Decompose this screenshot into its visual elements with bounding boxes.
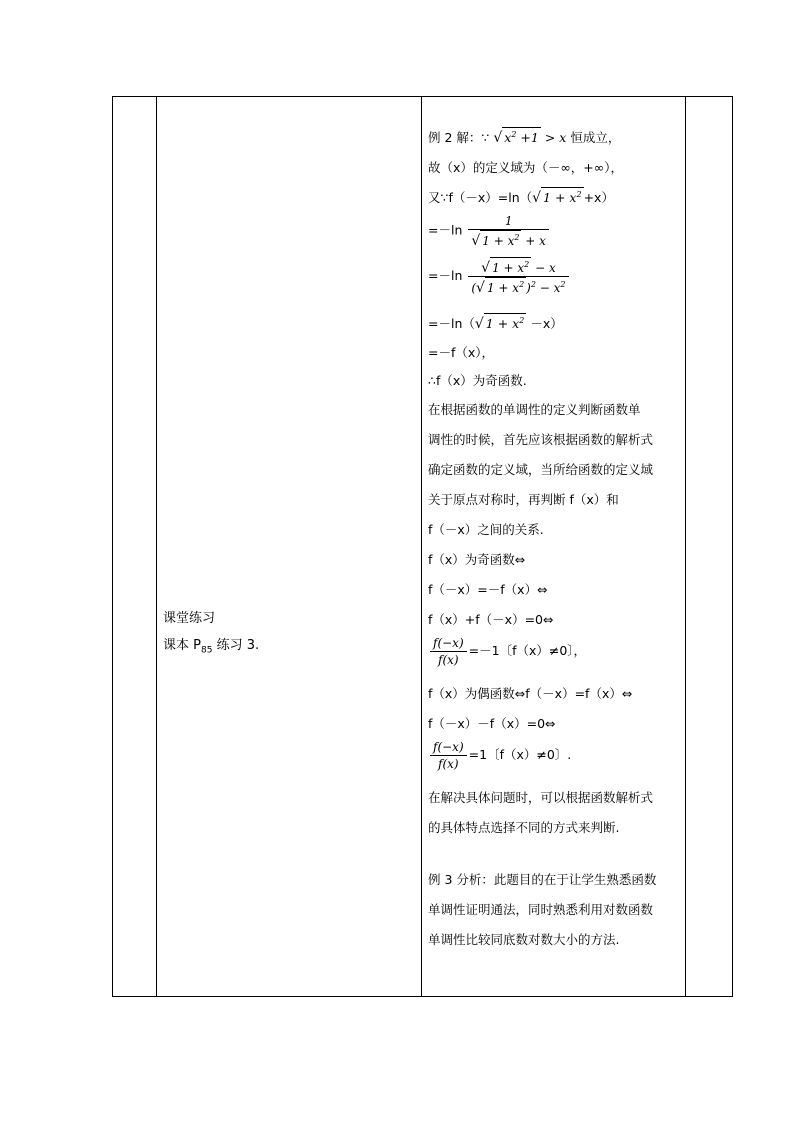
column-divider-3 (685, 97, 686, 996)
condition-line7: $\frac{f(-x)}{f(x)}$ =1〔f（x）≠0〕. (428, 739, 683, 783)
note-line2: 调性的时候，首先应该根据函数的解析式 (428, 432, 654, 447)
condition-line1: f（x）为奇函数⇔ (428, 552, 526, 567)
condition-line4: $\frac{f(-x)}{f(x)}$ =－1〔f（x）≠0〕， (428, 635, 683, 679)
note-line1: 在根据函数的单调性的定义判断函数单 (428, 402, 641, 417)
example2-line1: 例 2 解：∵ √ $x^2 +1 > x$ 恒成立， (428, 123, 683, 153)
example2-line8: ∴f（x）为奇函数. (428, 373, 527, 388)
activity-cell (163, 605, 413, 659)
condition-line5: f（x）为偶函数⇔f（－x）=f（x）⇔ (428, 686, 633, 701)
example2-line4: =－ln $\frac{1}{√ 1 + x^2 + x}$ (428, 213, 683, 257)
example2-line2: 故（x）的定义域为（－∞，+∞）， (428, 160, 623, 175)
column-divider-2 (421, 97, 422, 996)
column-divider-1 (156, 97, 157, 996)
activity-reference: 课本 $P_{85}$ 练习 3. (163, 638, 260, 656)
note-line3: 确定函数的定义域，当所给函数的定义域 (428, 462, 654, 477)
example3-line3: 单调性比较同底数对数大小的方法. (428, 932, 620, 947)
note-line5: f（－x）之间的关系. (428, 522, 544, 537)
example3-line2: 单调性证明通法，同时熟悉利用对数函数 (428, 902, 654, 917)
note-line4: 关于原点对称时，再判断 f（x）和 (428, 492, 619, 507)
condition-line2: f（－x）=－f（x）⇔ (428, 582, 548, 597)
example2-line7: =－f（x）， (428, 345, 495, 360)
summary-line2: 的具体特点选择不同的方式来判断. (428, 820, 620, 835)
activity-title: 课堂练习 (163, 611, 216, 626)
condition-line6: f（－x）－f（x）=0⇔ (428, 716, 556, 731)
condition-line3: f（x）+f（－x）=0⇔ (428, 612, 554, 627)
summary-line1: 在解决具体问题时，可以根据函数解析式 (428, 790, 654, 805)
example3-line1: 例 3 分析：此题目的在于让学生熟悉函数 (428, 872, 657, 887)
example2-line3: 又∵f（－x）=ln（√ $1 + x^2 +x$） (428, 183, 683, 213)
explanation-cell (428, 123, 683, 955)
example2-line6: =－ln（√ $1 + x^2 -x$） (428, 309, 683, 339)
lesson-table (112, 96, 733, 997)
example2-line5: =－ln $\frac{√ 1 + x^2 - x}{(√ 1 + x^2 )^2 - x^2}$ (428, 257, 683, 309)
